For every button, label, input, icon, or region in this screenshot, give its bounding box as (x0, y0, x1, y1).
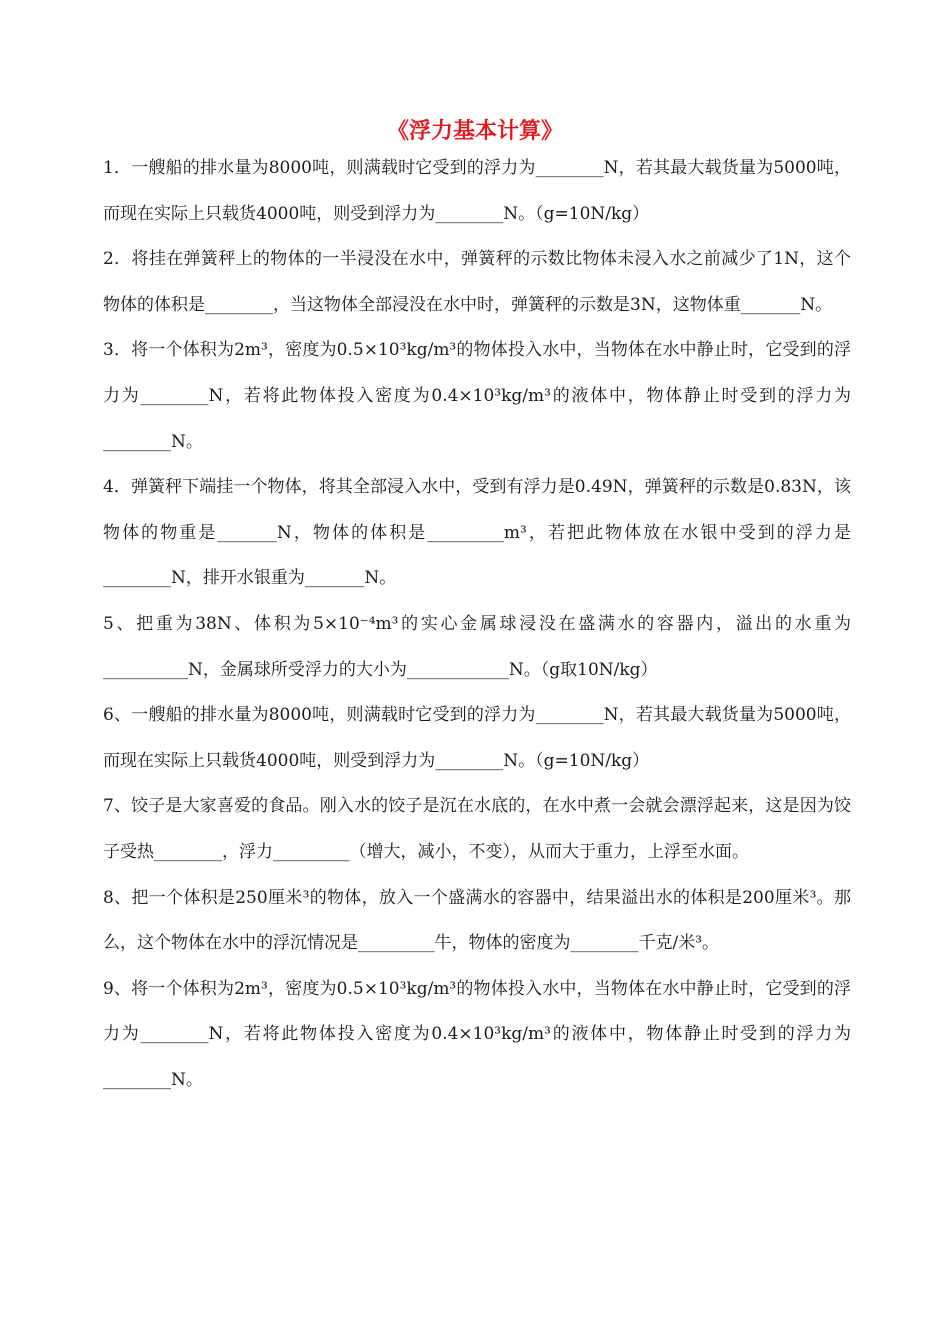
question-2 (103, 237, 851, 328)
question-number: 4． (103, 477, 131, 498)
question-list (103, 146, 851, 1103)
question-3 (103, 328, 851, 465)
question-number: 1． (103, 158, 132, 178)
question-number: 6、 (103, 705, 132, 726)
question-7 (103, 784, 851, 875)
question-number: 3． (103, 340, 132, 361)
question-text: 一艘船的排水量为8000吨，则满载时它受到的浮力为________N，若其最大载货量为5000吨，而现在实际上只载货4000吨，则受到浮力为________N。（g=10N/kg） (103, 705, 851, 771)
question-text: 将一个体积为2m³，密度为0.5×10³kg/m³的物体投入水中，当物体在水中静止时，它受到的浮力为________N，若将此物体投入密度为0.4×10³kg/m³的液体中，物体静止时受到的浮力为________N。 (103, 340, 851, 452)
worksheet-title: 《浮力基本计算》 (386, 119, 563, 144)
question-8 (103, 876, 851, 967)
question-number: 2． (103, 249, 132, 270)
question-number: 8、 (103, 887, 132, 908)
question-text: 弹簧秤下端挂一个物体，将其全部浸入水中，受到有浮力是0.49N，弹簧秤的示数是0.83N，该物体的物重是_______N，物体的体积是_________m³，若把此物体放在水银中受到的浮力是________N，排开水银重为_______N。 (103, 477, 851, 589)
question-6 (103, 693, 851, 784)
question-5 (103, 602, 851, 693)
question-1 (103, 146, 851, 237)
question-9 (103, 967, 851, 1104)
question-text: 把重为38N、体积为5×10⁻⁴m³的实心金属球浸没在盛满水的容器内，溢出的水重为__________N，金属球所受浮力的大小为____________N。（g取10N/kg） (103, 613, 851, 680)
question-number: 9、 (103, 978, 132, 999)
question-text: 饺子是大家喜爱的食品。刚入水的饺子是沉在水底的，在水中煮一会就会漂浮起来，这是因为饺子受热________，浮力_________（增大，减小，不变），从而大于重力，上浮至水面。 (103, 796, 851, 862)
question-text: 把一个体积是250厘米³的物体，放入一个盛满水的容器中，结果溢出水的体积是200厘米³。那么，这个物体在水中的浮沉情况是_________牛，物体的密度为________千克/米³。 (103, 887, 851, 954)
question-number: 5、 (103, 613, 137, 634)
question-number: 7、 (103, 796, 132, 817)
question-text: 一艘船的排水量为8000吨，则满载时它受到的浮力为________N，若其最大载货量为5000吨，而现在实际上只载货4000吨，则受到浮力为________N。（g=10N/kg） (103, 158, 851, 224)
question-text: 将挂在弹簧秤上的物体的一半浸没在水中，弹簧秤的示数比物体未浸入水之前减少了1N，这个物体的体积是________，当这物体全部浸没在水中时，弹簧秤的示数是3N，这物体重_______N。 (103, 249, 851, 315)
question-4 (103, 465, 851, 602)
question-text: 将一个体积为2m³，密度为0.5×10³kg/m³的物体投入水中，当物体在水中静止时，它受到的浮力为________N，若将此物体投入密度为0.4×10³kg/m³的液体中，物体静止时受到的浮力为________N。 (103, 978, 851, 1090)
